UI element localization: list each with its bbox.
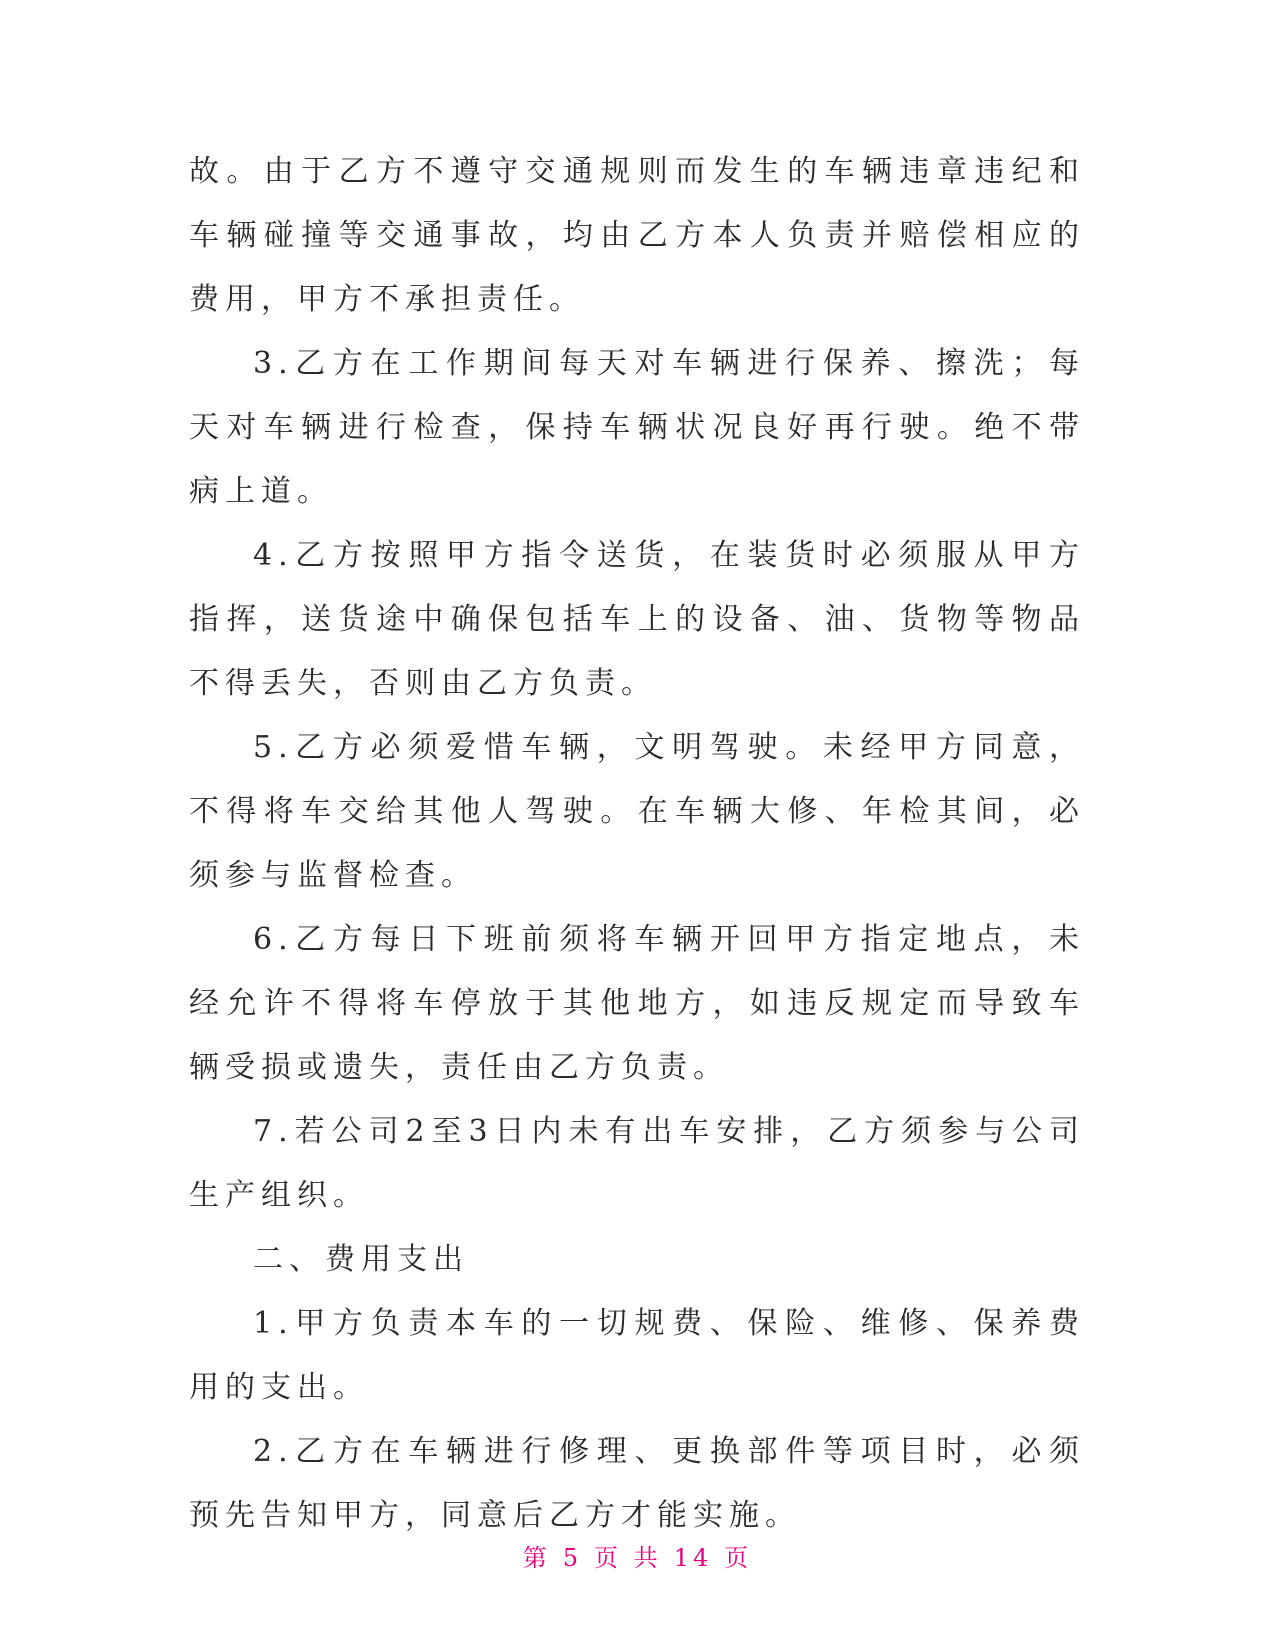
paragraph-clause-4: 4.乙方按照甲方指令送货，在装货时必须服从甲方指挥，送货途中确保包括车上的设备、油、货物等物品不得丢失，否则由乙方负责。 bbox=[189, 538, 1085, 701]
paragraph-continuation: 故。由于乙方不遵守交通规则而发生的车辆违章违纪和车辆碰撞等交通事故，均由乙方本人负责并赔偿相应的费用，甲方不承担责任。 bbox=[189, 154, 1085, 317]
footer-middle: 页 共 bbox=[594, 1544, 662, 1572]
paragraph-clause-5: 5.乙方必须爱惜车辆，文明驾驶。未经甲方同意，不得将车交给其他人驾驶。在车辆大修、年检其间，必须参与监督检查。 bbox=[189, 730, 1085, 893]
paragraph-clause-7: 7.若公司2至3日内未有出车安排，乙方须参与公司生产组织。 bbox=[189, 1114, 1085, 1213]
paragraph-expense-2: 2.乙方在车辆进行修理、更换部件等项目时，必须预先告知甲方，同意后乙方才能实施。 bbox=[189, 1434, 1085, 1533]
footer-prefix: 第 bbox=[522, 1544, 551, 1572]
paragraph-clause-3: 3.乙方在工作期间每天对车辆进行保养、擦洗；每天对车辆进行检查，保持车辆状况良好再行驶。绝不带病上道。 bbox=[189, 346, 1085, 509]
section-heading-expenses: 二、费用支出 bbox=[253, 1242, 469, 1277]
paragraph-expense-1: 1.甲方负责本车的一切规费、保险、维修、保养费用的支出。 bbox=[189, 1306, 1085, 1405]
document-body bbox=[189, 140, 1085, 1548]
footer-total-pages: 14 bbox=[673, 1544, 713, 1572]
footer-suffix: 页 bbox=[724, 1544, 753, 1572]
paragraph-clause-6: 6.乙方每日下班前须将车辆开回甲方指定地点，未经允许不得将车停放于其他地方，如违反规定而导致车辆受损或遗失，责任由乙方负责。 bbox=[189, 922, 1085, 1085]
footer-current-page: 5 bbox=[562, 1544, 583, 1572]
page-number-footer bbox=[0, 1538, 1275, 1573]
